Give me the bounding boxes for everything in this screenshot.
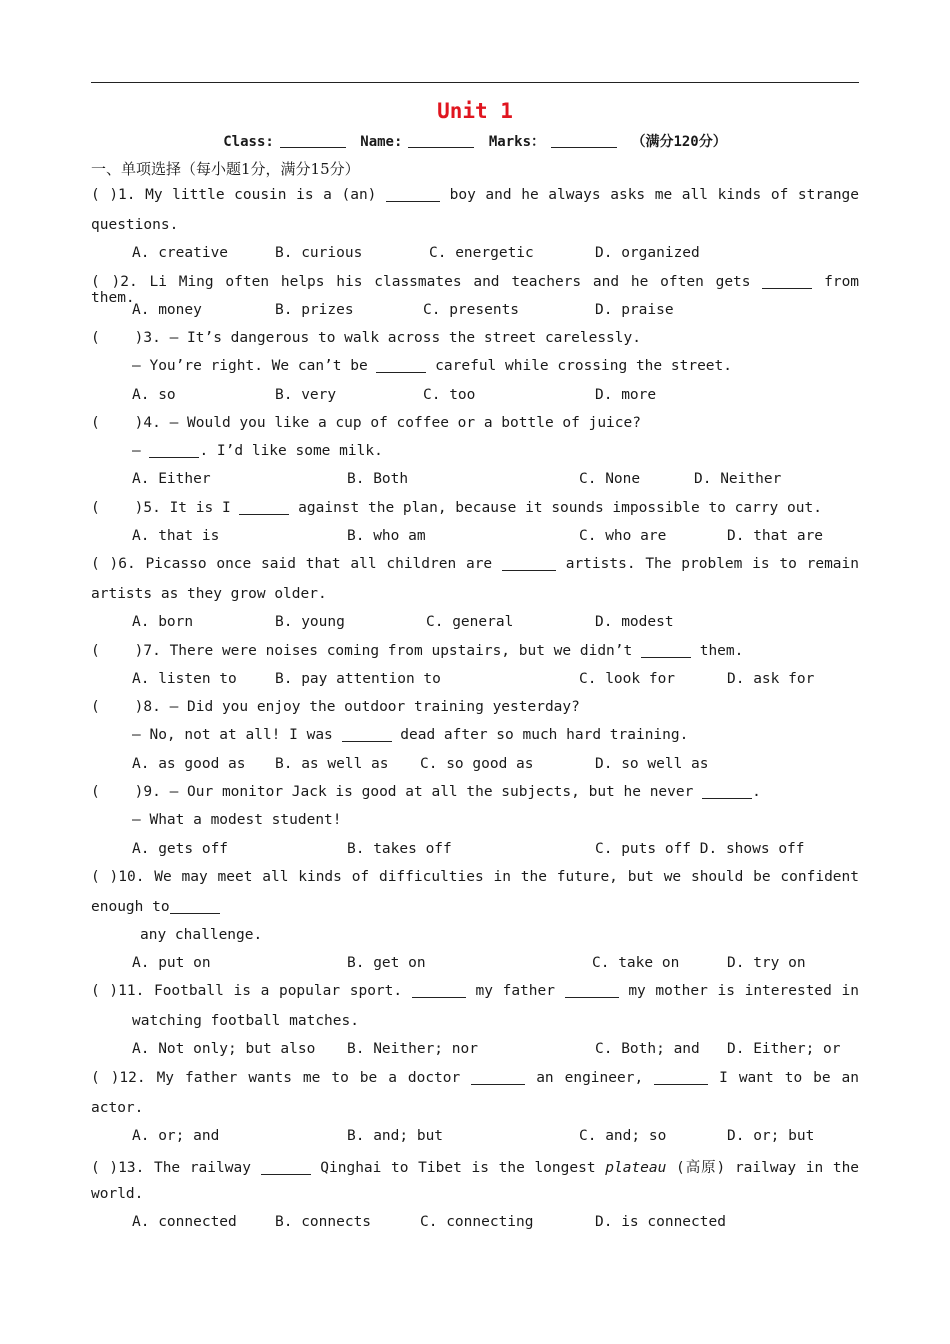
q2-option-d[interactable]: D. praise [595,302,674,318]
question-4: ( )4. — Would you like a cup of coffee or a bottle of juice? [91,415,641,431]
marks-blank[interactable] [551,133,617,148]
q5-option-b[interactable]: B. who am [347,528,426,544]
q8-option-c[interactable]: C. so good as [420,756,534,772]
q2-option-a[interactable]: A. money [132,302,202,318]
q11-option-c[interactable]: C. Both; and [595,1041,700,1057]
question-3-reply: — You’re right. We can’t be careful while crossing the street. [132,358,732,374]
question-13: ( )13. The railway Qinghai to Tibet is the longest plateau (高原) railway in the [91,1160,860,1176]
q9-option-a[interactable]: A. gets off [132,841,229,857]
question-10-cont2: any challenge. [140,927,263,943]
q8-option-a[interactable]: A. as good as [132,756,246,772]
q8-option-b[interactable]: B. as well as [275,756,389,772]
q5-option-a[interactable]: A. that is [132,528,220,544]
q1-option-d[interactable]: D. organized [595,245,700,261]
q3-option-b[interactable]: B. very [275,387,337,403]
answer-blank[interactable] [149,443,199,458]
answer-blank[interactable] [239,500,289,515]
q5-option-c[interactable]: C. who are [579,528,667,544]
q7-option-b[interactable]: B. pay attention to [275,671,441,687]
marks-label: Marks： [488,134,546,150]
q3-option-d[interactable]: D. more [595,387,657,403]
question-6-cont: artists as they grow older. [91,586,327,602]
q2-option-c[interactable]: C. presents [423,302,520,318]
question-9: ( )9. — Our monitor Jack is good at all the subjects, but he never . [91,784,761,800]
question-4-reply: — . I’d like some milk. [132,443,383,459]
q12-option-a[interactable]: A. or; and [132,1128,220,1144]
q8-option-d[interactable]: D. so well as [595,756,709,772]
q10-option-d[interactable]: D. try on [727,955,806,971]
q4-option-d[interactable]: D. Neither [694,471,782,487]
q9-option-cd[interactable]: C. puts off D. shows off [595,841,805,857]
class-label: Class: [223,134,274,150]
q13-option-a[interactable]: A. connected [132,1214,237,1230]
q7-option-d[interactable]: D. ask for [727,671,815,687]
q4-option-c[interactable]: C. None [579,471,641,487]
q2-option-b[interactable]: B. prizes [275,302,354,318]
q13-option-d[interactable]: D. is connected [595,1214,726,1230]
q3-option-a[interactable]: A. so [132,387,176,403]
question-8-reply: — No, not at all! I was dead after so much hard training. [132,727,689,743]
answer-blank[interactable] [342,727,392,742]
q6-option-d[interactable]: D. modest [595,614,674,630]
answer-blank[interactable] [702,784,752,799]
name-blank[interactable] [408,133,474,148]
answer-blank[interactable] [412,983,466,998]
question-9-reply: — What a modest student! [132,812,342,828]
q6-option-b[interactable]: B. young [275,614,345,630]
q1-option-a[interactable]: A. creative [132,245,229,261]
q10-option-b[interactable]: B. get on [347,955,426,971]
question-2: ( )2. Li Ming often helps his classmates and teachers and he often gets from them. [91,274,860,306]
question-6: ( )6. Picasso once said that all children are artists. The problem is to remain [91,556,859,572]
question-10: ( )10. We may meet all kinds of difficulties in the future, but we should be confident [91,869,859,885]
question-5: ( )5. It is I against the plan, because it sounds impossible to carry out. [91,500,822,516]
class-blank[interactable] [280,133,346,148]
q9-option-b[interactable]: B. takes off [347,841,452,857]
q7-option-a[interactable]: A. listen to [132,671,237,687]
q11-option-b[interactable]: B. Neither; nor [347,1041,478,1057]
q13-option-c[interactable]: C. connecting [420,1214,534,1230]
question-7: ( )7. There were noises coming from upstairs, but we didn’t them. [91,643,744,659]
question-8: ( )8. — Did you enjoy the outdoor training yesterday? [91,699,580,715]
answer-blank[interactable] [386,187,440,202]
top-rule [91,82,859,83]
answer-blank[interactable] [261,1160,311,1175]
header-fields [0,131,950,151]
q3-option-c[interactable]: C. too [423,387,476,403]
section-heading: 一、单项选择（每小题1分，满分15分） [91,160,360,178]
question-13-cont: world. [91,1186,144,1202]
question-3: ( )3. — It’s dangerous to walk across the street carelessly. [91,330,641,346]
question-1-cont: questions. [91,217,179,233]
q6-option-a[interactable]: A. born [132,614,194,630]
q4-option-a[interactable]: A. Either [132,471,211,487]
q13-option-b[interactable]: B. connects [275,1214,372,1230]
question-12: ( )12. My father wants me to be a doctor an engineer, I want to be an [91,1070,860,1086]
question-1: ( )1. My little cousin is a (an) boy and he always asks me all kinds of strange [91,187,860,203]
question-12-cont: actor. [91,1100,144,1116]
name-label: Name: [360,134,403,150]
answer-blank[interactable] [654,1070,708,1085]
answer-blank[interactable] [170,899,220,914]
question-11: ( )11. Football is a popular sport. my father my mother is interested in [91,983,860,999]
page-title: Unit 1 [437,99,513,123]
answer-blank[interactable] [471,1070,525,1085]
q11-option-a[interactable]: A. Not only; but also [132,1041,316,1057]
q6-option-c[interactable]: C. general [426,614,514,630]
answer-blank[interactable] [376,358,426,373]
q12-option-d[interactable]: D. or; but [727,1128,815,1144]
q12-option-b[interactable]: B. and; but [347,1128,444,1144]
q10-option-a[interactable]: A. put on [132,955,211,971]
q11-option-d[interactable]: D. Either; or [727,1041,841,1057]
q4-option-b[interactable]: B. Both [347,471,409,487]
question-11-cont: watching football matches. [132,1013,359,1029]
answer-blank[interactable] [762,274,812,289]
question-10-cont: enough to [91,899,859,915]
q12-option-c[interactable]: C. and; so [579,1128,667,1144]
answer-blank[interactable] [565,983,619,998]
full-marks: （满分120分） [631,134,727,150]
q10-option-c[interactable]: C. take on [592,955,680,971]
answer-blank[interactable] [641,643,691,658]
q5-option-d[interactable]: D. that are [727,528,824,544]
q1-option-c[interactable]: C. energetic [429,245,534,261]
q1-option-b[interactable]: B. curious [275,245,363,261]
answer-blank[interactable] [502,556,556,571]
q7-option-c[interactable]: C. look for [579,671,676,687]
